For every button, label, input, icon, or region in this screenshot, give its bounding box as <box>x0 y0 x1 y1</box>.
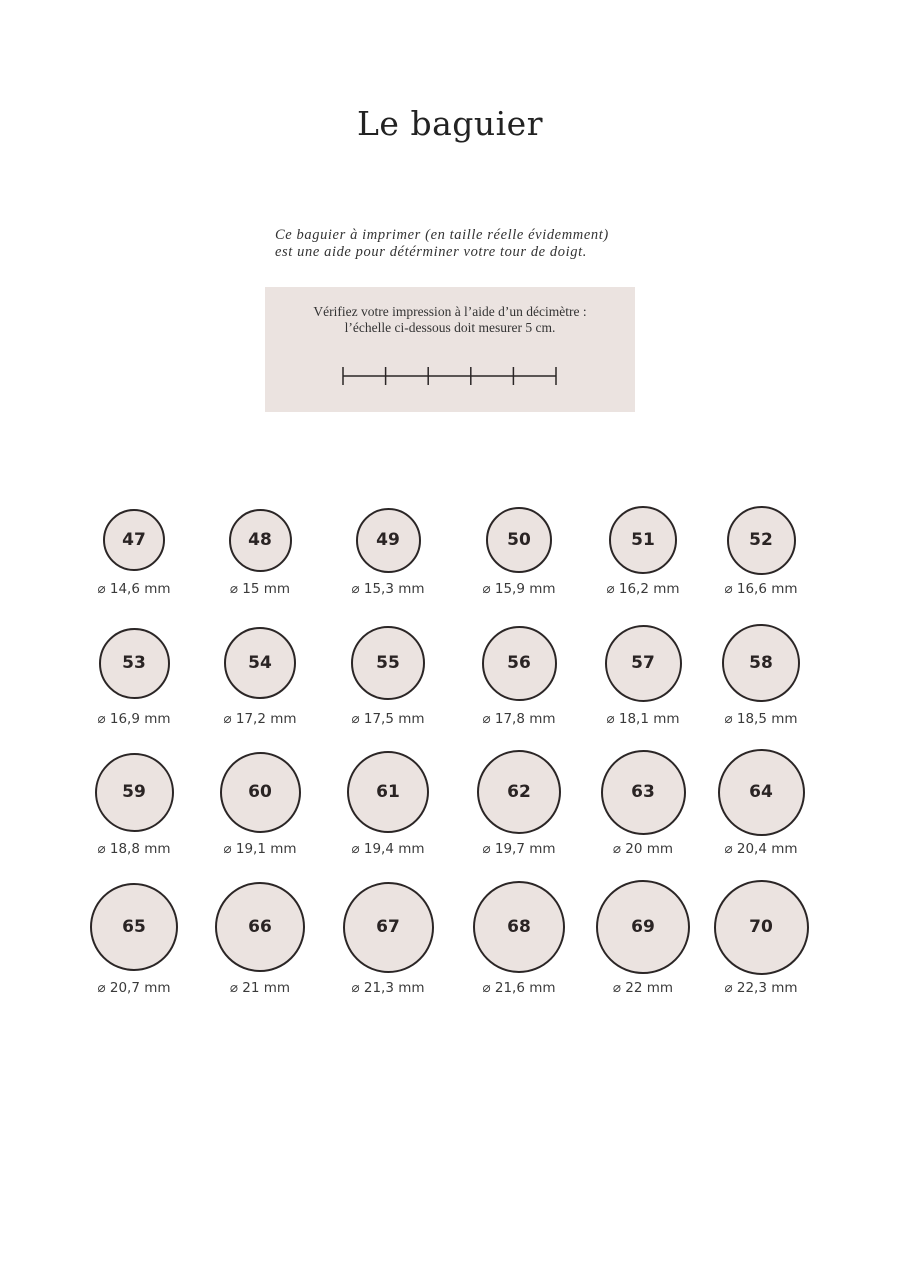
ring-diameter-label: ⌀ 20,4 mm <box>724 841 798 857</box>
ring-diameter-label: ⌀ 16,6 mm <box>724 581 798 597</box>
ring-diameter-label: ⌀ 20,7 mm <box>97 980 171 996</box>
ring-diameter-label: ⌀ 19,1 mm <box>223 841 297 857</box>
ring-diameter-label: ⌀ 21,3 mm <box>351 980 425 996</box>
ring-diameter-label: ⌀ 21 mm <box>229 980 291 996</box>
print-check-box <box>265 287 635 412</box>
ring-diameter-label: ⌀ 18,8 mm <box>97 841 171 857</box>
ring-circle: 49 <box>356 508 421 573</box>
ring-circle: 54 <box>224 627 296 699</box>
ring-circle: 56 <box>482 626 557 701</box>
ring-circle: 66 <box>215 882 305 972</box>
ring-circle: 63 <box>601 750 686 835</box>
ring-diameter-label: ⌀ 15 mm <box>229 581 291 597</box>
ring-circle: 47 <box>103 509 165 571</box>
ring-circle: 58 <box>722 624 800 702</box>
ring-circle: 61 <box>347 751 429 833</box>
ring-diameter-label: ⌀ 16,2 mm <box>606 581 680 597</box>
ring-diameter-label: ⌀ 14,6 mm <box>97 581 171 597</box>
ring-diameter-label: ⌀ 22 mm <box>612 980 674 996</box>
ring-circle: 68 <box>473 881 565 973</box>
print-check-text <box>265 304 635 336</box>
ring-circle: 59 <box>95 753 174 832</box>
ring-circle: 62 <box>477 750 561 834</box>
ring-diameter-label: ⌀ 18,5 mm <box>724 711 798 727</box>
ring-circle: 48 <box>229 509 292 572</box>
ring-circle: 53 <box>99 628 170 699</box>
ring-diameter-label: ⌀ 19,7 mm <box>482 841 556 857</box>
ring-diameter-label: ⌀ 17,5 mm <box>351 711 425 727</box>
ring-circle: 70 <box>714 880 809 975</box>
ring-circle: 67 <box>343 882 434 973</box>
print-check-line-1: Vérifiez votre impression à l’aide d’un décimètre : <box>313 304 587 319</box>
scale-ruler <box>340 365 560 389</box>
ring-circle: 55 <box>351 626 425 700</box>
ring-diameter-label: ⌀ 20 mm <box>612 841 674 857</box>
ring-circle: 65 <box>90 883 178 971</box>
intro-text <box>275 227 695 261</box>
ring-diameter-label: ⌀ 15,3 mm <box>351 581 425 597</box>
ring-circle: 52 <box>727 506 796 575</box>
ring-diameter-label: ⌀ 18,1 mm <box>606 711 680 727</box>
ring-diameter-label: ⌀ 19,4 mm <box>351 841 425 857</box>
page-title: Le baguier <box>357 104 543 143</box>
ring-circle: 60 <box>220 752 301 833</box>
ring-circle: 57 <box>605 625 682 702</box>
print-check-line-2: l’échelle ci-dessous doit mesurer 5 cm. <box>344 320 556 335</box>
intro-line-2: est une aide pour détérminer votre tour de doigt. <box>275 244 587 260</box>
ring-diameter-label: ⌀ 17,8 mm <box>482 711 556 727</box>
intro-line-1: Ce baguier à imprimer (en taille réelle évidemment) <box>275 227 609 243</box>
ring-diameter-label: ⌀ 22,3 mm <box>724 980 798 996</box>
ring-circle: 64 <box>718 749 805 836</box>
ring-circle: 69 <box>596 880 690 974</box>
ring-diameter-label: ⌀ 15,9 mm <box>482 581 556 597</box>
ring-diameter-label: ⌀ 17,2 mm <box>223 711 297 727</box>
ring-diameter-label: ⌀ 21,6 mm <box>482 980 556 996</box>
ring-circle: 50 <box>486 507 552 573</box>
ring-diameter-label: ⌀ 16,9 mm <box>97 711 171 727</box>
ring-circle: 51 <box>609 506 677 574</box>
